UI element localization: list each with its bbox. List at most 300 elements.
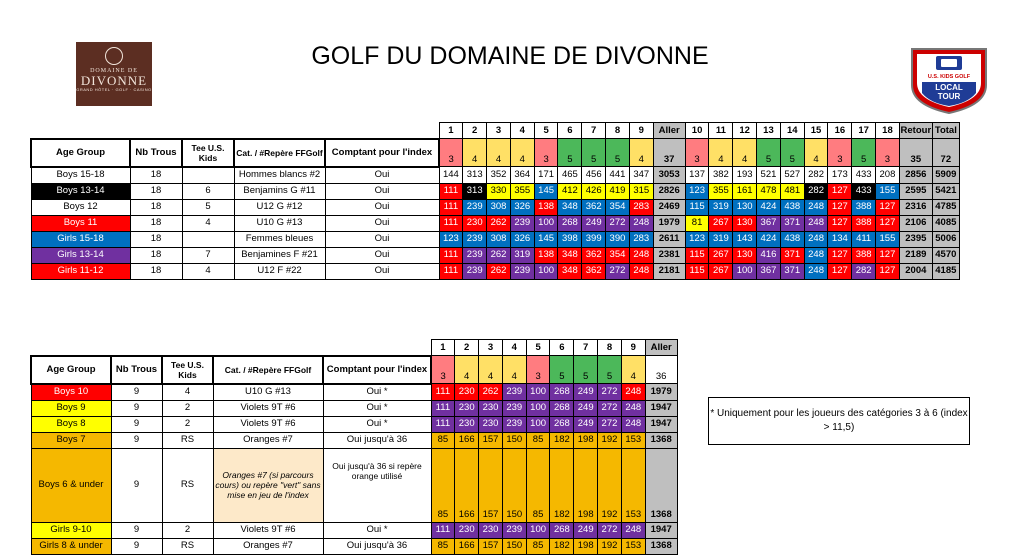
retour-total: 2189 bbox=[899, 247, 932, 263]
hole-distance: 248 bbox=[804, 247, 828, 263]
hole-distance: 382 bbox=[709, 167, 733, 184]
hole-distance: 481 bbox=[780, 183, 804, 199]
hole-distance: 157 bbox=[479, 432, 503, 448]
hole-distance: 262 bbox=[479, 384, 503, 401]
hole-distance: 268 bbox=[550, 384, 574, 401]
aller-total: 3053 bbox=[653, 167, 685, 184]
tee-header: Tee U.S. Kids bbox=[182, 139, 234, 167]
hole-distance: 239 bbox=[502, 400, 526, 416]
hole-distance: 433 bbox=[852, 167, 876, 184]
hole-distance: 100 bbox=[534, 263, 558, 279]
hole-distance: 521 bbox=[757, 167, 781, 184]
table-row bbox=[31, 416, 677, 432]
category-cell: Femmes bleues bbox=[234, 231, 325, 247]
hole-distance: 192 bbox=[598, 432, 622, 448]
hole-distance: 230 bbox=[455, 384, 479, 401]
hole-distance: 239 bbox=[463, 199, 487, 215]
hole-distance: 388 bbox=[852, 199, 876, 215]
hole-number: 8 bbox=[606, 123, 630, 139]
hole-distance: 283 bbox=[629, 199, 653, 215]
hole-distance: 230 bbox=[479, 400, 503, 416]
hole-distance: 371 bbox=[780, 247, 804, 263]
hole-distance: 272 bbox=[606, 215, 630, 231]
hole-distance: 326 bbox=[510, 231, 534, 247]
category-cell: Benjamins G #11 bbox=[234, 183, 325, 199]
table-row bbox=[31, 167, 959, 184]
retour-header: Retour bbox=[899, 123, 932, 139]
par-aller: 36 bbox=[645, 356, 677, 384]
aller-header: Aller bbox=[653, 123, 685, 139]
hole-distance: 150 bbox=[502, 448, 526, 522]
hole-distance: 157 bbox=[479, 538, 503, 554]
logo-text-line3: GRAND HÔTEL · GOLF · CASINO bbox=[76, 87, 152, 92]
index-cell: Oui bbox=[325, 199, 439, 215]
tee-header: Tee U.S. Kids bbox=[162, 356, 213, 384]
par-value: 3 bbox=[439, 139, 463, 167]
table-row bbox=[31, 384, 677, 401]
par-total: 72 bbox=[932, 139, 959, 167]
hole-distance: 145 bbox=[534, 183, 558, 199]
table-row bbox=[31, 522, 677, 538]
hole-distance: 111 bbox=[439, 263, 463, 279]
par-value: 4 bbox=[455, 356, 479, 384]
hole-distance: 182 bbox=[550, 448, 574, 522]
hole-number: 1 bbox=[439, 123, 463, 139]
hole-distance: 115 bbox=[685, 247, 709, 263]
nb-trous-cell: 18 bbox=[130, 167, 182, 184]
hole-distance: 138 bbox=[534, 199, 558, 215]
aller-total: 1979 bbox=[653, 215, 685, 231]
hole-distance: 326 bbox=[510, 199, 534, 215]
spacer-cell bbox=[234, 123, 325, 139]
retour-total: 2004 bbox=[899, 263, 932, 279]
hole-distance: 85 bbox=[431, 538, 455, 554]
hole-distance: 282 bbox=[804, 167, 828, 184]
par-value: 5 bbox=[582, 139, 606, 167]
hole-distance: 465 bbox=[558, 167, 582, 184]
hole-distance: 267 bbox=[709, 247, 733, 263]
hole-distance: 161 bbox=[733, 183, 757, 199]
age-group-cell: Boys 6 & under bbox=[31, 448, 111, 522]
aller-total: 2181 bbox=[653, 263, 685, 279]
hole-distance: 130 bbox=[733, 215, 757, 231]
category-cell: U10 G #13 bbox=[234, 215, 325, 231]
age-group-cell: Girls 11-12 bbox=[31, 263, 130, 279]
logo-text-line1: DOMAINE DE bbox=[90, 68, 138, 74]
hole-distance: 127 bbox=[876, 263, 900, 279]
hole-distance: 355 bbox=[709, 183, 733, 199]
hole-distance: 248 bbox=[629, 263, 653, 279]
par-retour: 35 bbox=[899, 139, 932, 167]
hole-distance: 248 bbox=[621, 522, 645, 538]
spacer-cell bbox=[162, 340, 213, 356]
hole-number: 5 bbox=[534, 123, 558, 139]
age-group-header: Age Group bbox=[31, 356, 111, 384]
nb-trous-cell: 9 bbox=[111, 400, 162, 416]
hole-distance: 268 bbox=[558, 215, 582, 231]
hole-distance: 249 bbox=[574, 400, 598, 416]
hole-distance: 347 bbox=[629, 167, 653, 184]
hole-number: 16 bbox=[828, 123, 852, 139]
total-header: Total bbox=[932, 123, 959, 139]
hole-distance: 367 bbox=[757, 215, 781, 231]
hole-distance: 348 bbox=[558, 199, 582, 215]
par-value: 5 bbox=[558, 139, 582, 167]
footnote-box: * Uniquement pour les joueurs des catégories 3 à 6 (index > 11,5) bbox=[708, 397, 970, 445]
hole-distance: 478 bbox=[757, 183, 781, 199]
nb-trous-cell: 9 bbox=[111, 538, 162, 554]
hole-distance: 230 bbox=[463, 215, 487, 231]
hole-distance: 111 bbox=[431, 416, 455, 432]
par-value: 3 bbox=[685, 139, 709, 167]
hole-number: 5 bbox=[526, 340, 550, 356]
index-cell: Oui bbox=[325, 183, 439, 199]
nb-trous-cell: 9 bbox=[111, 384, 162, 401]
hole-distance: 248 bbox=[629, 215, 653, 231]
hole-distance: 438 bbox=[780, 231, 804, 247]
hole-distance: 424 bbox=[757, 199, 781, 215]
hole-distance: 166 bbox=[455, 448, 479, 522]
hole-number: 10 bbox=[685, 123, 709, 139]
aller-total: 1979 bbox=[645, 384, 677, 401]
hole-distance: 85 bbox=[526, 448, 550, 522]
hole-distance: 166 bbox=[455, 538, 479, 554]
hole-number: 7 bbox=[582, 123, 606, 139]
spacer-cell bbox=[182, 123, 234, 139]
tee-cell bbox=[182, 167, 234, 184]
hole-distance: 127 bbox=[828, 247, 852, 263]
hole-distance: 313 bbox=[463, 167, 487, 184]
category-cell: Violets 9T #6 bbox=[213, 522, 323, 538]
hole-distance: 192 bbox=[598, 448, 622, 522]
hole-distance: 268 bbox=[550, 522, 574, 538]
hole-distance: 248 bbox=[804, 263, 828, 279]
hole-distance: 123 bbox=[439, 231, 463, 247]
scorecard-table-18-holes bbox=[30, 122, 960, 280]
par-value: 4 bbox=[733, 139, 757, 167]
hole-distance: 411 bbox=[852, 231, 876, 247]
hole-distance: 371 bbox=[780, 215, 804, 231]
nb-trous-header: Nb Trous bbox=[130, 139, 182, 167]
aller-total: 1368 bbox=[645, 448, 677, 522]
hole-distance: 441 bbox=[606, 167, 630, 184]
hole-distance: 85 bbox=[526, 538, 550, 554]
hole-distance: 230 bbox=[455, 400, 479, 416]
hole-distance: 145 bbox=[534, 231, 558, 247]
par-value: 4 bbox=[487, 139, 511, 167]
hole-number: 2 bbox=[455, 340, 479, 356]
hole-distance: 127 bbox=[876, 199, 900, 215]
index-cell: Oui jusqu'à 36 bbox=[323, 432, 431, 448]
par-value: 4 bbox=[629, 139, 653, 167]
hole-distance: 198 bbox=[574, 448, 598, 522]
hole-distance: 248 bbox=[621, 416, 645, 432]
logo-us-kids-text: U.S. KIDS GOLF bbox=[927, 74, 971, 80]
hole-distance: 248 bbox=[621, 384, 645, 401]
table-row bbox=[31, 263, 959, 279]
index-header: Comptant pour l'index bbox=[325, 139, 439, 167]
hole-distance: 150 bbox=[502, 538, 526, 554]
hole-distance: 166 bbox=[455, 432, 479, 448]
logo-local-text: LOCAL bbox=[935, 83, 963, 92]
grand-total: 4085 bbox=[932, 215, 959, 231]
hole-number: 6 bbox=[558, 123, 582, 139]
tee-cell: 7 bbox=[182, 247, 234, 263]
par-value: 5 bbox=[598, 356, 622, 384]
hole-distance: 262 bbox=[487, 215, 511, 231]
hole-distance: 100 bbox=[534, 215, 558, 231]
us-kids-golf-local-tour-logo bbox=[908, 45, 990, 115]
hole-distance: 399 bbox=[582, 231, 606, 247]
grand-total: 5421 bbox=[932, 183, 959, 199]
category-cell: U12 G #12 bbox=[234, 199, 325, 215]
hole-distance: 182 bbox=[550, 432, 574, 448]
nb-trous-cell: 18 bbox=[130, 247, 182, 263]
tee-cell: 2 bbox=[162, 522, 213, 538]
hole-distance: 127 bbox=[828, 263, 852, 279]
hole-distance: 144 bbox=[439, 167, 463, 184]
hole-distance: 272 bbox=[598, 400, 622, 416]
table-row bbox=[31, 432, 677, 448]
hole-distance: 313 bbox=[463, 183, 487, 199]
hole-distance: 354 bbox=[606, 247, 630, 263]
nb-trous-cell: 18 bbox=[130, 263, 182, 279]
page-title: GOLF DU DOMAINE DE DIVONNE bbox=[311, 42, 709, 70]
index-cell: Oui * bbox=[323, 522, 431, 538]
hole-distance: 272 bbox=[606, 263, 630, 279]
index-cell: Oui bbox=[325, 167, 439, 184]
index-cell: Oui jusqu'à 36 bbox=[323, 538, 431, 554]
hole-distance: 272 bbox=[598, 384, 622, 401]
aller-total: 1368 bbox=[645, 538, 677, 554]
hole-distance: 115 bbox=[685, 263, 709, 279]
hole-distance: 248 bbox=[804, 231, 828, 247]
index-cell: Oui * bbox=[323, 384, 431, 401]
hole-distance: 155 bbox=[876, 183, 900, 199]
category-cell: Violets 9T #6 bbox=[213, 400, 323, 416]
aller-total: 2826 bbox=[653, 183, 685, 199]
category-cell: U10 G #13 bbox=[213, 384, 323, 401]
hole-distance: 85 bbox=[431, 448, 455, 522]
hole-distance: 330 bbox=[487, 183, 511, 199]
hole-distance: 438 bbox=[780, 199, 804, 215]
category-cell: U12 F #22 bbox=[234, 263, 325, 279]
hole-distance: 267 bbox=[709, 215, 733, 231]
age-group-cell: Girls 15-18 bbox=[31, 231, 130, 247]
domaine-de-divonne-logo bbox=[76, 42, 152, 106]
tee-cell: 4 bbox=[182, 263, 234, 279]
par-value: 4 bbox=[709, 139, 733, 167]
hole-distance: 424 bbox=[757, 231, 781, 247]
table-row bbox=[31, 538, 677, 554]
hole-distance: 367 bbox=[757, 263, 781, 279]
hole-distance: 248 bbox=[621, 400, 645, 416]
hole-distance: 130 bbox=[733, 199, 757, 215]
hole-distance: 111 bbox=[439, 247, 463, 263]
hole-distance: 262 bbox=[487, 263, 511, 279]
grand-total: 5909 bbox=[932, 167, 959, 184]
hole-distance: 419 bbox=[606, 183, 630, 199]
par-value: 5 bbox=[574, 356, 598, 384]
hole-distance: 308 bbox=[487, 231, 511, 247]
hole-number: 13 bbox=[757, 123, 781, 139]
category-cell: Oranges #7 bbox=[213, 432, 323, 448]
par-value: 5 bbox=[757, 139, 781, 167]
age-group-cell: Boys 11 bbox=[31, 215, 130, 231]
hole-distance: 111 bbox=[439, 215, 463, 231]
hole-distance: 143 bbox=[733, 231, 757, 247]
table-row bbox=[31, 400, 677, 416]
hole-distance: 171 bbox=[534, 167, 558, 184]
tee-cell bbox=[182, 231, 234, 247]
par-value: 5 bbox=[606, 139, 630, 167]
hole-distance: 364 bbox=[510, 167, 534, 184]
age-group-cell: Girls 13-14 bbox=[31, 247, 130, 263]
hole-distance: 198 bbox=[574, 538, 598, 554]
nb-trous-cell: 9 bbox=[111, 522, 162, 538]
table-row bbox=[31, 448, 677, 522]
hole-distance: 127 bbox=[828, 199, 852, 215]
par-value: 4 bbox=[621, 356, 645, 384]
tee-cell: 2 bbox=[162, 400, 213, 416]
index-cell: Oui bbox=[325, 247, 439, 263]
hole-distance: 268 bbox=[550, 400, 574, 416]
hole-distance: 416 bbox=[757, 247, 781, 263]
index-cell: Oui jusqu'à 36 si repère orange utilisé bbox=[323, 448, 431, 522]
grand-total: 4185 bbox=[932, 263, 959, 279]
aller-total: 1947 bbox=[645, 522, 677, 538]
hole-distance: 352 bbox=[487, 167, 511, 184]
tee-cell: 4 bbox=[162, 384, 213, 401]
hole-distance: 371 bbox=[780, 263, 804, 279]
hole-number: 9 bbox=[621, 340, 645, 356]
par-value: 3 bbox=[534, 139, 558, 167]
hole-distance: 388 bbox=[852, 215, 876, 231]
age-group-cell: Girls 9-10 bbox=[31, 522, 111, 538]
par-value: 4 bbox=[804, 139, 828, 167]
nb-trous-cell: 18 bbox=[130, 199, 182, 215]
hole-distance: 388 bbox=[852, 247, 876, 263]
hole-distance: 115 bbox=[685, 199, 709, 215]
hole-distance: 85 bbox=[431, 432, 455, 448]
tee-cell: RS bbox=[162, 432, 213, 448]
hole-number: 3 bbox=[479, 340, 503, 356]
hole-distance: 153 bbox=[621, 448, 645, 522]
index-header: Comptant pour l'index bbox=[323, 356, 431, 384]
category-cell: Oranges #7 (si parcours cours) ou repère "vert" sans mise en jeu de l'index bbox=[213, 448, 323, 522]
hole-distance: 249 bbox=[574, 522, 598, 538]
grand-total: 4785 bbox=[932, 199, 959, 215]
hole-distance: 155 bbox=[876, 231, 900, 247]
aller-total: 2611 bbox=[653, 231, 685, 247]
hole-distance: 153 bbox=[621, 538, 645, 554]
hole-distance: 268 bbox=[550, 416, 574, 432]
category-header: Cat. / #Repère FFGolf bbox=[234, 139, 325, 167]
par-value: 4 bbox=[502, 356, 526, 384]
hole-distance: 362 bbox=[582, 199, 606, 215]
index-cell: Oui bbox=[325, 263, 439, 279]
hole-distance: 138 bbox=[534, 247, 558, 263]
hole-distance: 348 bbox=[558, 263, 582, 279]
hole-distance: 355 bbox=[510, 183, 534, 199]
hole-distance: 272 bbox=[598, 522, 622, 538]
hole-distance: 282 bbox=[852, 263, 876, 279]
table-row bbox=[31, 231, 959, 247]
aller-total: 1947 bbox=[645, 400, 677, 416]
hole-distance: 111 bbox=[439, 199, 463, 215]
age-group-cell: Boys 9 bbox=[31, 400, 111, 416]
hole-distance: 230 bbox=[455, 416, 479, 432]
tee-cell: 2 bbox=[162, 416, 213, 432]
hole-distance: 208 bbox=[876, 167, 900, 184]
hole-distance: 100 bbox=[526, 416, 550, 432]
age-group-cell: Boys 13-14 bbox=[31, 183, 130, 199]
hole-distance: 456 bbox=[582, 167, 606, 184]
hole-distance: 319 bbox=[709, 199, 733, 215]
table-row bbox=[31, 215, 959, 231]
hole-number: 3 bbox=[487, 123, 511, 139]
hole-distance: 230 bbox=[479, 416, 503, 432]
hole-distance: 249 bbox=[582, 215, 606, 231]
index-cell: Oui bbox=[325, 215, 439, 231]
tee-cell: 6 bbox=[182, 183, 234, 199]
hole-distance: 85 bbox=[526, 432, 550, 448]
hole-distance: 239 bbox=[510, 215, 534, 231]
nb-trous-cell: 9 bbox=[111, 416, 162, 432]
retour-total: 2856 bbox=[899, 167, 932, 184]
retour-total: 2395 bbox=[899, 231, 932, 247]
retour-total: 2316 bbox=[899, 199, 932, 215]
hole-number: 2 bbox=[463, 123, 487, 139]
hole-distance: 198 bbox=[574, 432, 598, 448]
hole-number: 17 bbox=[852, 123, 876, 139]
nb-trous-cell: 18 bbox=[130, 231, 182, 247]
spacer-cell bbox=[130, 123, 182, 139]
retour-total: 2106 bbox=[899, 215, 932, 231]
aller-total: 2469 bbox=[653, 199, 685, 215]
hole-distance: 111 bbox=[431, 400, 455, 416]
hole-number: 11 bbox=[709, 123, 733, 139]
hole-number: 18 bbox=[876, 123, 900, 139]
logo-tour-text: TOUR bbox=[937, 92, 961, 101]
hole-distance: 308 bbox=[487, 199, 511, 215]
age-group-header: Age Group bbox=[31, 139, 130, 167]
hole-number: 6 bbox=[550, 340, 574, 356]
hole-distance: 157 bbox=[479, 448, 503, 522]
hole-distance: 248 bbox=[804, 199, 828, 215]
hole-distance: 182 bbox=[550, 538, 574, 554]
spacer-cell bbox=[325, 123, 439, 139]
hole-distance: 354 bbox=[606, 199, 630, 215]
hole-distance: 426 bbox=[582, 183, 606, 199]
nb-trous-cell: 18 bbox=[130, 183, 182, 199]
hole-distance: 315 bbox=[629, 183, 653, 199]
hole-distance: 283 bbox=[629, 231, 653, 247]
index-cell: Oui * bbox=[323, 416, 431, 432]
hole-distance: 239 bbox=[502, 522, 526, 538]
hole-distance: 262 bbox=[487, 247, 511, 263]
tee-cell: 5 bbox=[182, 199, 234, 215]
spacer-cell bbox=[31, 340, 111, 356]
table-row bbox=[31, 247, 959, 263]
hole-number: 14 bbox=[780, 123, 804, 139]
category-cell: Hommes blancs #2 bbox=[234, 167, 325, 184]
hole-number: 1 bbox=[431, 340, 455, 356]
aller-header: Aller bbox=[645, 340, 677, 356]
hole-distance: 81 bbox=[685, 215, 709, 231]
hole-distance: 230 bbox=[455, 522, 479, 538]
hole-distance: 248 bbox=[804, 215, 828, 231]
